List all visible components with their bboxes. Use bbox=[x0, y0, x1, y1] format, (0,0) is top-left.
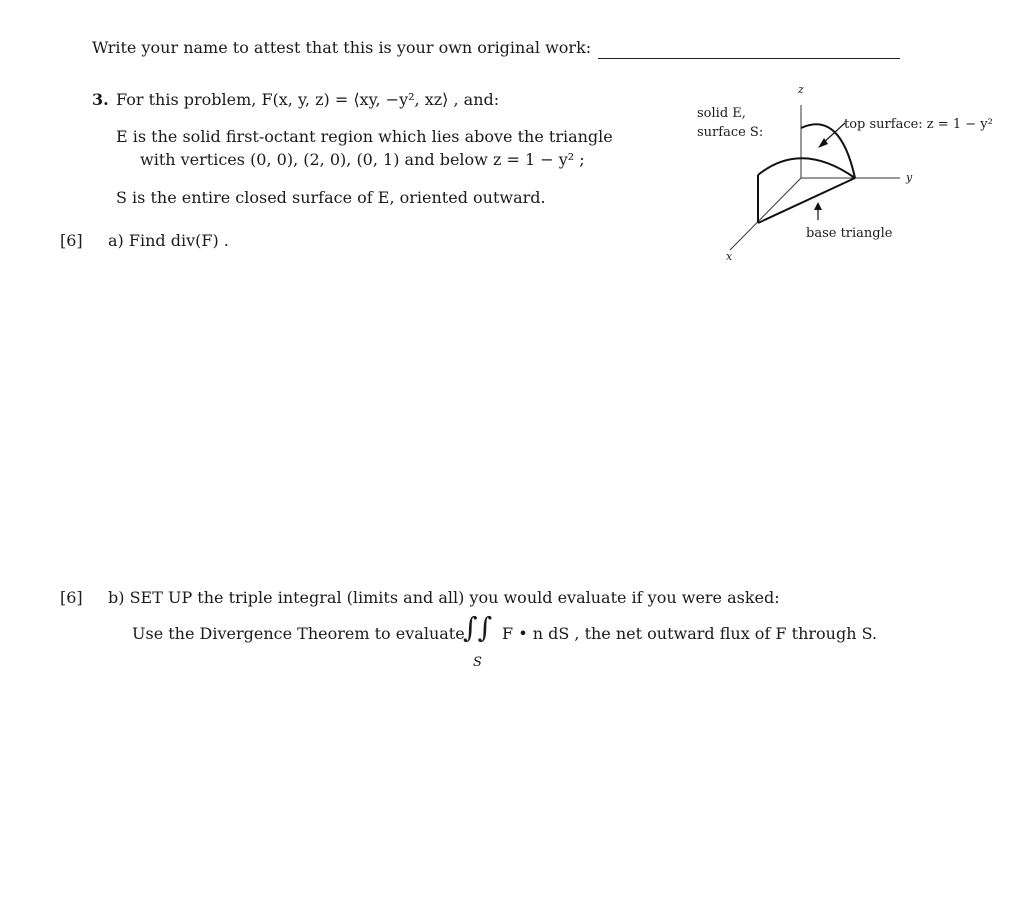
y-axis-label: y bbox=[906, 171, 913, 184]
solid-label-line2: surface S: bbox=[697, 125, 764, 140]
surface-integral-symbol: ∫∫ bbox=[463, 611, 493, 644]
problem-number: 3. bbox=[92, 90, 109, 109]
part-a-question: a) Find div(F) . bbox=[108, 231, 229, 250]
x-axis bbox=[730, 178, 801, 250]
part-b-instruction: Use the Divergence Theorem to evaluate bbox=[132, 624, 465, 643]
name-signature-line[interactable] bbox=[598, 58, 900, 59]
region-description-line1: E is the solid first-octant region which lies above the triangle bbox=[116, 127, 613, 146]
base-arrowhead bbox=[814, 202, 822, 210]
part-b-integrand: F • n dS , the net outward flux of F through S. bbox=[502, 624, 878, 643]
region-description-line2: with vertices (0, 0), (2, 0), (0, 1) and below z = 1 − y² ; bbox=[140, 150, 585, 169]
part-b-points: [6] bbox=[60, 588, 83, 607]
base-edge-hypotenuse bbox=[758, 178, 855, 223]
integral-subscript: S bbox=[473, 655, 482, 670]
solid-label-line1: solid E, bbox=[697, 106, 746, 121]
attest-instruction: Write your name to attest that this is your own original work: bbox=[92, 38, 592, 57]
part-b-question: b) SET UP the triple integral (limits and all) you would evaluate if you were asked: bbox=[108, 588, 780, 607]
z-axis-label: z bbox=[798, 83, 804, 96]
base-triangle-label: base triangle bbox=[806, 226, 893, 241]
problem-intro: For this problem, F(x, y, z) = ⟨xy, −y², xz⟩ , and: bbox=[116, 90, 500, 109]
solid-region-diagram bbox=[690, 80, 1020, 270]
surface-description: S is the entire closed surface of E, oriented outward. bbox=[116, 188, 546, 207]
top-surface-label: top surface: z = 1 − y² bbox=[844, 117, 993, 132]
top-curve-front bbox=[758, 158, 855, 178]
x-axis-label: x bbox=[726, 250, 733, 263]
part-a-points: [6] bbox=[60, 231, 83, 250]
